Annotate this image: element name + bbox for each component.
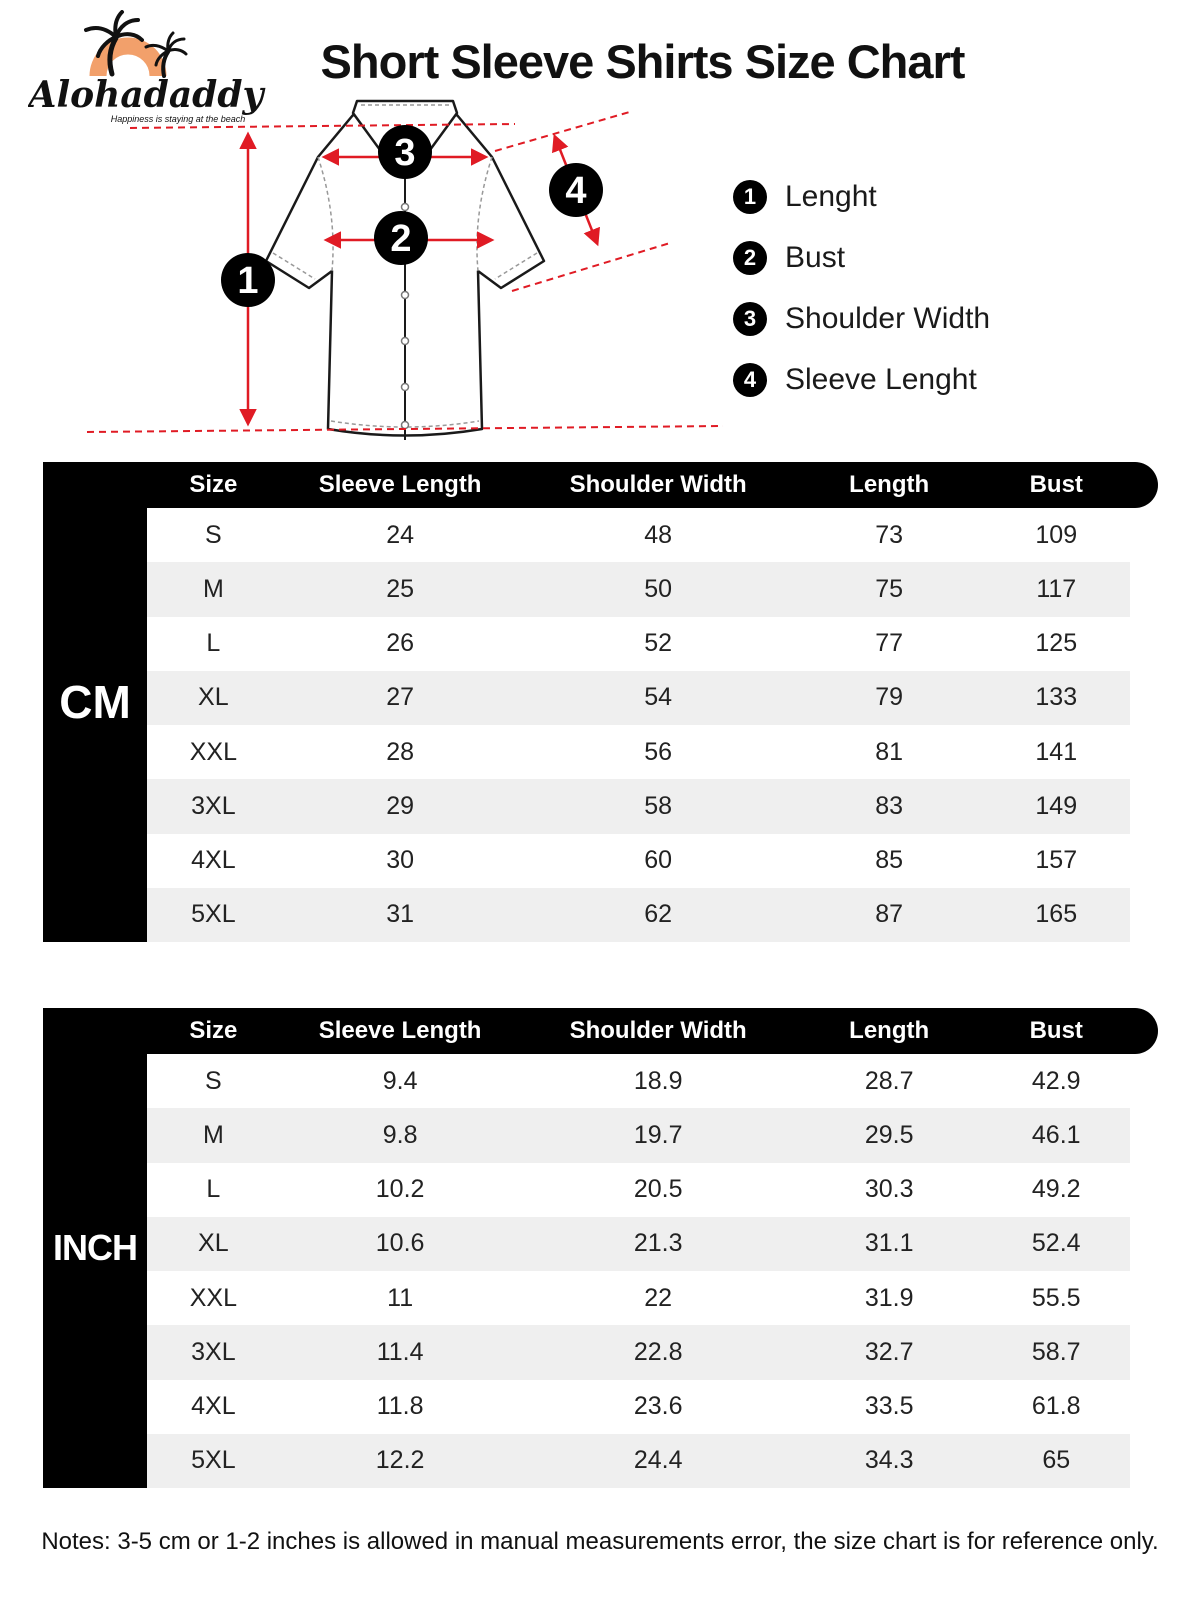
table-row (147, 562, 1130, 616)
cell-length: 31.9 (864, 1283, 914, 1312)
table-row (147, 1163, 1130, 1217)
cell-length: 79 (875, 683, 904, 712)
cell-bust: 52.4 (1031, 1229, 1081, 1258)
cell-length: 33.5 (864, 1392, 914, 1421)
marker-number-4: 4 (565, 170, 587, 212)
cell-length: 28.7 (864, 1066, 914, 1095)
legend-item (733, 302, 990, 336)
cell-bust: 165 (1035, 900, 1078, 929)
cell-size: M (202, 1120, 224, 1149)
cell-length: 75 (875, 574, 904, 603)
marker-number-1: 1 (237, 260, 259, 302)
legend-label: Sleeve Lenght (785, 363, 977, 396)
cell-sleeve-length: 28 (386, 737, 415, 766)
cell-shoulder-width: 50 (644, 574, 673, 603)
cell-bust: 42.9 (1031, 1066, 1081, 1095)
cell-sleeve-length: 9.4 (382, 1066, 418, 1095)
legend-number-badge: 4 (733, 363, 767, 397)
legend-number-badge: 1 (733, 180, 767, 214)
cell-size: L (206, 1175, 221, 1204)
col-header-length: Length (849, 471, 930, 498)
marker-number-3: 3 (394, 132, 416, 174)
cell-shoulder-width: 48 (644, 520, 673, 549)
cell-bust: 55.5 (1031, 1283, 1081, 1312)
unit-label-inch: INCH (43, 1008, 147, 1488)
cell-sleeve-length: 29 (386, 791, 415, 820)
cell-shoulder-width: 21.3 (633, 1229, 683, 1258)
table-row (147, 725, 1130, 779)
cell-length: 85 (875, 846, 904, 875)
cell-sleeve-length: 12.2 (375, 1446, 425, 1475)
table-row (147, 888, 1130, 942)
cell-size: XXL (189, 737, 237, 766)
cell-size: L (206, 629, 221, 658)
shirt-measurement-diagram (85, 95, 725, 455)
marker-number-2: 2 (390, 218, 412, 260)
cell-length: 81 (875, 737, 904, 766)
table-row (147, 671, 1130, 725)
cell-bust: 149 (1035, 791, 1078, 820)
cell-sleeve-length: 10.6 (375, 1229, 425, 1258)
legend-label: Bust (785, 241, 846, 274)
col-header-shoulder-width: Shoulder Width (569, 471, 747, 498)
cell-bust: 58.7 (1031, 1337, 1081, 1366)
cell-length: 32.7 (864, 1337, 914, 1366)
cell-bust: 141 (1035, 737, 1078, 766)
legend-item (733, 241, 990, 275)
col-header-size: Size (189, 1017, 238, 1044)
cell-shoulder-width: 19.7 (633, 1120, 683, 1149)
cell-sleeve-length: 10.2 (375, 1175, 425, 1204)
legend (733, 180, 990, 397)
cell-sleeve-length: 24 (386, 520, 415, 549)
cell-size: XXL (189, 1283, 237, 1312)
cell-size: XL (198, 683, 229, 712)
cell-length: 77 (875, 629, 904, 658)
page-title: Short Sleeve Shirts Size Chart (320, 35, 965, 88)
col-header-bust: Bust (1029, 1017, 1083, 1044)
table-row (147, 834, 1130, 888)
cell-length: 87 (875, 900, 904, 929)
cell-sleeve-length: 11.8 (376, 1392, 424, 1421)
table-row (147, 617, 1130, 671)
col-header-shoulder-width: Shoulder Width (569, 1017, 747, 1044)
table-row (147, 1380, 1130, 1434)
cell-shoulder-width: 20.5 (633, 1175, 683, 1204)
unit-label-cm: CM (43, 462, 147, 942)
cell-shoulder-width: 58 (644, 791, 673, 820)
cm-size-table (43, 462, 1158, 942)
cell-length: 31.1 (864, 1229, 914, 1258)
table-row (147, 1434, 1130, 1488)
brand-tagline: Happiness is staying at the beach (110, 114, 246, 124)
cell-shoulder-width: 24.4 (633, 1446, 683, 1475)
table-row (147, 779, 1130, 833)
cell-bust: 109 (1035, 520, 1078, 549)
cell-sleeve-length: 25 (386, 574, 415, 603)
cell-size: 5XL (191, 900, 236, 929)
cell-shoulder-width: 23.6 (633, 1392, 683, 1421)
cell-bust: 117 (1036, 574, 1077, 603)
cell-size: 4XL (191, 846, 236, 875)
cell-size: 5XL (191, 1446, 236, 1475)
legend-label: Lenght (785, 180, 877, 213)
cell-size: 3XL (191, 791, 236, 820)
cell-size: S (205, 520, 222, 549)
cell-length: 83 (875, 791, 904, 820)
cell-length: 73 (875, 520, 904, 549)
cm-table-rows (147, 508, 1130, 942)
legend-item (733, 180, 990, 214)
table-row (147, 508, 1130, 562)
table-row (147, 1325, 1130, 1379)
cell-sleeve-length: 9.8 (382, 1120, 418, 1149)
table-row (147, 1271, 1130, 1325)
table-row (147, 1108, 1130, 1162)
legend-number-badge: 3 (733, 302, 767, 336)
cell-bust: 65 (1042, 1446, 1071, 1475)
cell-bust: 125 (1035, 629, 1078, 658)
cell-shoulder-width: 22 (644, 1283, 673, 1312)
cell-bust: 46.1 (1031, 1120, 1081, 1149)
inch-table-rows (147, 1054, 1130, 1488)
cell-size: 4XL (191, 1392, 236, 1421)
legend-label: Shoulder Width (785, 302, 991, 335)
sleeve-extension-top (495, 111, 633, 151)
cell-size: M (202, 574, 224, 603)
cm-table-header (43, 462, 1158, 508)
cell-bust: 157 (1035, 846, 1078, 875)
cell-bust: 133 (1035, 683, 1078, 712)
cell-shoulder-width: 18.9 (633, 1066, 683, 1095)
inch-size-table (43, 1008, 1158, 1488)
table-row (147, 1217, 1130, 1271)
cell-shoulder-width: 22.8 (633, 1337, 683, 1366)
cell-size: S (205, 1066, 222, 1095)
col-header-sleeve-length: Sleeve Length (318, 1017, 482, 1044)
cell-length: 30.3 (864, 1175, 914, 1204)
cell-sleeve-length: 11.4 (376, 1337, 424, 1366)
cell-shoulder-width: 62 (644, 900, 673, 929)
cell-shoulder-width: 56 (644, 737, 673, 766)
legend-item (733, 363, 990, 397)
cell-bust: 49.2 (1031, 1175, 1081, 1204)
col-header-size: Size (189, 471, 238, 498)
table-row (147, 1054, 1130, 1108)
cell-shoulder-width: 52 (644, 629, 673, 658)
col-header-length: Length (849, 1017, 930, 1044)
cell-sleeve-length: 11 (387, 1283, 414, 1312)
cell-sleeve-length: 30 (386, 846, 415, 875)
cell-shoulder-width: 54 (644, 683, 673, 712)
cell-sleeve-length: 27 (386, 683, 415, 712)
cell-shoulder-width: 60 (644, 846, 673, 875)
col-header-sleeve-length: Sleeve Length (318, 471, 482, 498)
notes-text: Notes: 3-5 cm or 1-2 inches is allowed in manual measurements error, the size chart is for reference only. (41, 1528, 1159, 1555)
cell-size: XL (198, 1229, 229, 1258)
sun-arch-icon (98, 46, 158, 76)
cell-length: 34.3 (864, 1446, 914, 1475)
col-header-bust: Bust (1029, 471, 1083, 498)
cell-length: 29.5 (864, 1120, 914, 1149)
brand-name: Alohadaddy (28, 74, 264, 116)
cell-sleeve-length: 26 (386, 629, 415, 658)
cell-bust: 61.8 (1031, 1392, 1081, 1421)
legend-number-badge: 2 (733, 241, 767, 275)
cell-sleeve-length: 31 (386, 900, 415, 929)
inch-table-header (43, 1008, 1158, 1054)
cell-size: 3XL (191, 1337, 236, 1366)
